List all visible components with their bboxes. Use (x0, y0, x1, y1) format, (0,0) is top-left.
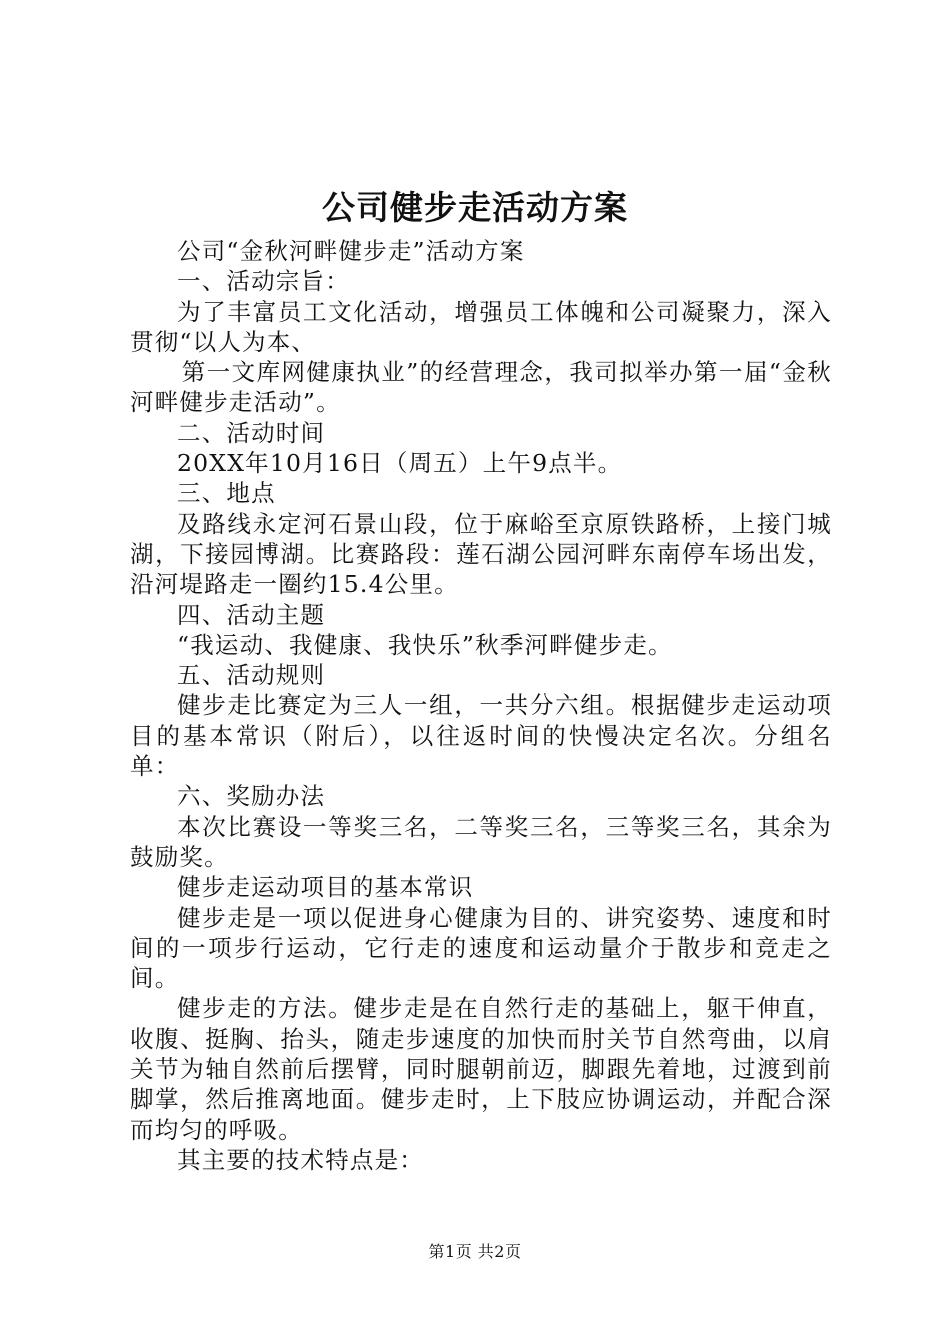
paragraph-heading-rules: 五、活动规则 (177, 661, 326, 690)
paragraph-theme-text: “我运动、我健康、我快乐”秋季河畔健步走。 (177, 630, 673, 659)
paragraph-heading-location: 三、地点 (177, 479, 276, 508)
paragraph-basics-definition: 健步走是一项以促进身心健康为目的、讲究姿势、速度和时间的一项步行运动，它行走的速度和运动量介于散步和竞走之间。 (130, 903, 832, 993)
paragraph-purpose-continued: 第一文库网健康执业”的经营理念，我司拟举办第一届“金秋河畔健步走活动”。 (130, 358, 832, 417)
paragraph-time-text: 20XX年10月16日（周五）上午9点半。 (177, 449, 623, 478)
paragraph-rules-text: 健步走比赛定为三人一组，一共分六组。根据健步走运动项目的基本常识（附后），以往返时间的快慢决定名次。分组名单： (130, 691, 832, 781)
paragraph-route-text: 及路线永定河石景山段，位于麻峪至京原铁路桥，上接门城湖，下接园博湖。比赛路段：莲石湖公园河畔东南停车场出发，沿河堤路走一圈约15.4公里。 (130, 509, 832, 599)
paragraph-purpose-text: 为了丰富员工文化活动，增强员工体魄和公司凝聚力，深入贯彻“以人为本、 (130, 297, 832, 356)
paragraph-heading-time: 二、活动时间 (177, 418, 326, 447)
paragraph-awards-text: 本次比赛设一等奖三名，二等奖三名，三等奖三名，其余为鼓励奖。 (130, 812, 832, 871)
paragraph-heading-basics: 健步走运动项目的基本常识 (177, 873, 474, 902)
paragraph-heading-awards: 六、奖励办法 (177, 782, 326, 811)
paragraph-heading-theme: 四、活动主题 (177, 600, 326, 629)
paragraph-basics-features: 其主要的技术特点是： (177, 1145, 424, 1174)
paragraph-basics-method: 健步走的方法。健步走是在自然行走的基础上，躯干伸直，收腹、挺胸、抬头，随走步速度的加快而肘关节自然弯曲，以肩关节为轴自然前后摆臂，同时腿朝前迈，脚跟先着地，过渡到前脚掌，然后推离地面。健步走时，上下肢应协调运动，并配合深而均匀的呼吸。 (130, 994, 832, 1144)
paragraph-heading-purpose: 一、活动宗旨： (177, 267, 350, 296)
document-body (130, 236, 832, 1175)
paragraph-subtitle: 公司“金秋河畔健步走”活动方案 (177, 237, 525, 265)
page-number-footer: 第1页 共2页 (428, 1242, 522, 1261)
document-title: 公司健步走活动方案 (322, 188, 628, 227)
